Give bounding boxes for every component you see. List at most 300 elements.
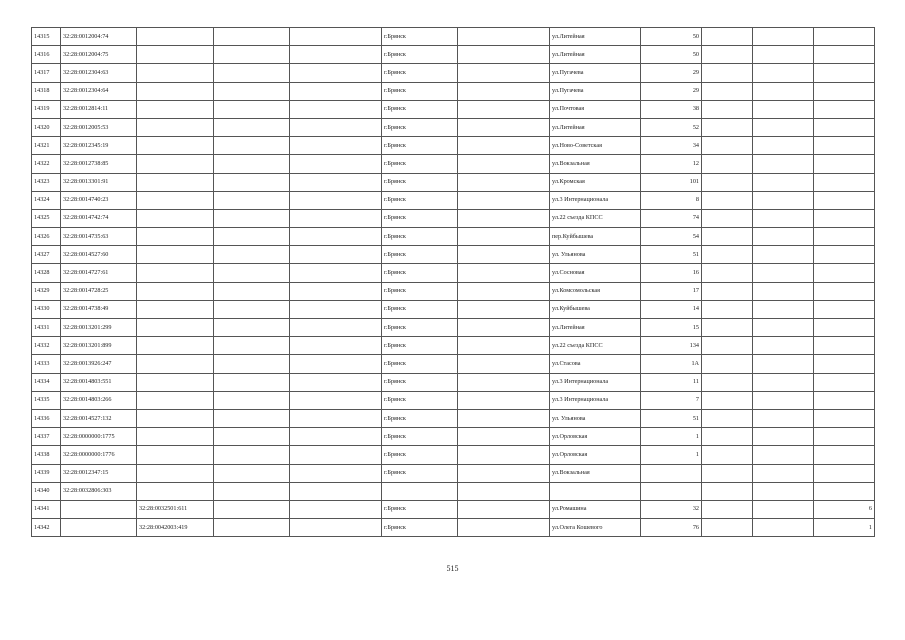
- cell-empty: [702, 155, 753, 173]
- cell-extra: [814, 228, 875, 246]
- cell-city: г.Брянск: [382, 282, 458, 300]
- cell-n: 14340: [32, 482, 61, 500]
- cell-empty: [214, 300, 290, 318]
- table-row: [32, 64, 875, 82]
- cell-extra: [814, 118, 875, 136]
- cell-extra: [814, 209, 875, 227]
- cell-cad2: [137, 300, 214, 318]
- cell-street: ул.Вокзальная: [550, 155, 641, 173]
- cell-cad2: [137, 82, 214, 100]
- cell-empty: [753, 428, 814, 446]
- table-row: [32, 355, 875, 373]
- table-row: [32, 228, 875, 246]
- cell-empty: [290, 428, 382, 446]
- cell-extra: [814, 282, 875, 300]
- cell-n: 14337: [32, 428, 61, 446]
- table-row: [32, 46, 875, 64]
- cell-city: г.Брянск: [382, 355, 458, 373]
- cell-cad2: [137, 100, 214, 118]
- cell-empty: [458, 264, 550, 282]
- cell-street: ул. Ульянова: [550, 246, 641, 264]
- cell-cad2: [137, 209, 214, 227]
- cell-city: г.Брянск: [382, 428, 458, 446]
- cell-empty: [214, 337, 290, 355]
- cell-city: г.Брянск: [382, 46, 458, 64]
- cell-empty: [290, 191, 382, 209]
- cell-empty: [702, 482, 753, 500]
- cell-empty: [458, 228, 550, 246]
- cell-empty: [290, 337, 382, 355]
- table-row: [32, 82, 875, 100]
- cell-empty: [753, 391, 814, 409]
- cell-street: ул.Олега Кошевого: [550, 519, 641, 537]
- cell-house: 34: [641, 137, 702, 155]
- cell-empty: [290, 300, 382, 318]
- cell-n: 14328: [32, 264, 61, 282]
- cell-empty: [290, 64, 382, 82]
- cell-cad2: [137, 337, 214, 355]
- cell-empty: [702, 446, 753, 464]
- cell-empty: [458, 246, 550, 264]
- cell-empty: [458, 428, 550, 446]
- cell-street: ул.Сосновая: [550, 264, 641, 282]
- cell-empty: [753, 82, 814, 100]
- cell-street: ул.Стасова: [550, 355, 641, 373]
- cell-cad2: [137, 228, 214, 246]
- cell-city: г.Брянск: [382, 246, 458, 264]
- cell-street: ул.22 съезда КПСС: [550, 337, 641, 355]
- cell-extra: 6: [814, 500, 875, 518]
- cell-house: 17: [641, 282, 702, 300]
- cell-house: 1: [641, 428, 702, 446]
- cell-city: г.Брянск: [382, 391, 458, 409]
- cell-empty: [290, 282, 382, 300]
- registry-sheet: [31, 27, 875, 537]
- cell-extra: [814, 373, 875, 391]
- cell-empty: [290, 100, 382, 118]
- cell-empty: [290, 464, 382, 482]
- cell-street: ул.3 Интернационала: [550, 191, 641, 209]
- table-row: [32, 173, 875, 191]
- cell-cad2: [137, 409, 214, 427]
- cell-cad1: 32:28:0012004:74: [61, 28, 137, 46]
- cell-cad1: 32:28:0014803:266: [61, 391, 137, 409]
- cell-city: г.Брянск: [382, 209, 458, 227]
- cell-extra: [814, 391, 875, 409]
- cell-empty: [702, 464, 753, 482]
- cell-empty: [214, 264, 290, 282]
- cell-city: г.Брянск: [382, 118, 458, 136]
- table-row: [32, 428, 875, 446]
- cell-cad2: [137, 446, 214, 464]
- cell-empty: [214, 118, 290, 136]
- table-row: [32, 373, 875, 391]
- cell-empty: [753, 409, 814, 427]
- cell-empty: [702, 64, 753, 82]
- table-row: [32, 191, 875, 209]
- table-row: [32, 500, 875, 518]
- cell-empty: [458, 500, 550, 518]
- cell-empty: [214, 355, 290, 373]
- cell-empty: [290, 228, 382, 246]
- cell-street: ул.Комсомольская: [550, 282, 641, 300]
- cell-city: г.Брянск: [382, 337, 458, 355]
- cell-empty: [458, 519, 550, 537]
- cell-house: 11: [641, 373, 702, 391]
- cell-cad1: 32:28:0014727:61: [61, 264, 137, 282]
- cell-house: 50: [641, 28, 702, 46]
- cell-empty: [458, 155, 550, 173]
- table-row: [32, 300, 875, 318]
- cell-house: 7: [641, 391, 702, 409]
- cell-empty: [290, 355, 382, 373]
- cell-street: ул.3 Интернационала: [550, 391, 641, 409]
- cell-cad1: 32:28:0014527:60: [61, 246, 137, 264]
- page-number: 515: [446, 564, 459, 573]
- table-row: [32, 464, 875, 482]
- cell-extra: [814, 337, 875, 355]
- cell-house: 51: [641, 409, 702, 427]
- cell-house: 51: [641, 246, 702, 264]
- cell-extra: [814, 46, 875, 64]
- cell-empty: [214, 228, 290, 246]
- cell-n: 14326: [32, 228, 61, 246]
- table-row: [32, 482, 875, 500]
- cell-extra: [814, 482, 875, 500]
- cell-empty: [702, 209, 753, 227]
- cell-empty: [753, 137, 814, 155]
- cell-street: ул.Пугачева: [550, 64, 641, 82]
- cell-n: 14323: [32, 173, 61, 191]
- cell-empty: [702, 391, 753, 409]
- cell-cad1: 32:28:0012005:53: [61, 118, 137, 136]
- cell-empty: [702, 191, 753, 209]
- cell-street: ул.Кромская: [550, 173, 641, 191]
- cell-extra: [814, 428, 875, 446]
- table-row: [32, 155, 875, 173]
- cell-empty: [214, 100, 290, 118]
- cell-empty: [290, 500, 382, 518]
- cell-empty: [702, 355, 753, 373]
- cell-empty: [702, 118, 753, 136]
- cell-cad1: 32:28:0000000:1776: [61, 446, 137, 464]
- cell-house: 50: [641, 46, 702, 64]
- cell-street: ул.Литейная: [550, 28, 641, 46]
- cell-street: ул.Литейная: [550, 118, 641, 136]
- cell-cad1: 32:28:0012304:64: [61, 82, 137, 100]
- cell-cad2: [137, 155, 214, 173]
- cell-empty: [753, 28, 814, 46]
- table-body: [32, 28, 875, 537]
- table-row: [32, 118, 875, 136]
- cell-house: 29: [641, 82, 702, 100]
- cell-empty: [753, 519, 814, 537]
- cell-house: [641, 464, 702, 482]
- cell-cad2: [137, 137, 214, 155]
- cell-empty: [702, 319, 753, 337]
- cell-n: 14331: [32, 319, 61, 337]
- cell-empty: [753, 319, 814, 337]
- cell-cad1: 32:28:0012304:63: [61, 64, 137, 82]
- cell-empty: [290, 264, 382, 282]
- cell-extra: [814, 264, 875, 282]
- cell-city: [382, 482, 458, 500]
- cell-empty: [702, 409, 753, 427]
- cell-empty: [702, 428, 753, 446]
- cell-empty: [214, 391, 290, 409]
- cell-empty: [753, 191, 814, 209]
- cell-n: 14336: [32, 409, 61, 427]
- cell-empty: [753, 282, 814, 300]
- cell-n: 14341: [32, 500, 61, 518]
- cell-house: 134: [641, 337, 702, 355]
- cell-cad2: [137, 28, 214, 46]
- cell-house: [641, 482, 702, 500]
- cell-n: 14325: [32, 209, 61, 227]
- cell-extra: 1: [814, 519, 875, 537]
- cell-cad1: 32:28:0012347:15: [61, 464, 137, 482]
- cell-cad1: [61, 500, 137, 518]
- cell-extra: [814, 446, 875, 464]
- cell-street: ул.Ново-Советская: [550, 137, 641, 155]
- cell-n: 14334: [32, 373, 61, 391]
- cell-street: ул. Ульянова: [550, 409, 641, 427]
- cell-extra: [814, 100, 875, 118]
- cell-extra: [814, 409, 875, 427]
- table-row: [32, 246, 875, 264]
- cell-city: г.Брянск: [382, 446, 458, 464]
- cell-empty: [290, 82, 382, 100]
- cell-city: г.Брянск: [382, 500, 458, 518]
- table-row: [32, 209, 875, 227]
- cell-empty: [753, 64, 814, 82]
- cell-empty: [458, 100, 550, 118]
- cell-cad2: [137, 464, 214, 482]
- cell-empty: [458, 28, 550, 46]
- cell-empty: [458, 391, 550, 409]
- cell-empty: [290, 409, 382, 427]
- cell-empty: [290, 482, 382, 500]
- cell-n: 14339: [32, 464, 61, 482]
- cell-empty: [702, 246, 753, 264]
- cell-extra: [814, 155, 875, 173]
- cell-house: 32: [641, 500, 702, 518]
- cell-empty: [214, 173, 290, 191]
- table-row: [32, 264, 875, 282]
- cell-cad1: 32:28:0014738:49: [61, 300, 137, 318]
- cell-empty: [214, 428, 290, 446]
- table-row: [32, 282, 875, 300]
- cell-cad2: [137, 319, 214, 337]
- cell-empty: [702, 28, 753, 46]
- cell-city: г.Брянск: [382, 264, 458, 282]
- cell-house: 29: [641, 64, 702, 82]
- cell-street: ул.Почтовая: [550, 100, 641, 118]
- cell-house: 1А: [641, 355, 702, 373]
- cell-empty: [290, 137, 382, 155]
- cell-empty: [290, 209, 382, 227]
- cell-empty: [702, 264, 753, 282]
- cell-empty: [458, 319, 550, 337]
- cell-empty: [702, 373, 753, 391]
- cell-cad1: 32:28:0014803:551: [61, 373, 137, 391]
- cell-extra: [814, 64, 875, 82]
- cell-street: ул.3 Интернационала: [550, 373, 641, 391]
- cell-extra: [814, 355, 875, 373]
- cell-empty: [214, 137, 290, 155]
- cell-n: 14316: [32, 46, 61, 64]
- cell-cad1: 32:28:0012814:11: [61, 100, 137, 118]
- cell-empty: [702, 519, 753, 537]
- cell-cad1: 32:28:0000000:1775: [61, 428, 137, 446]
- cell-extra: [814, 191, 875, 209]
- cell-cad2: 32:28:0032501:611: [137, 500, 214, 518]
- cell-street: ул.Ромашина: [550, 500, 641, 518]
- cell-empty: [753, 355, 814, 373]
- cell-city: г.Брянск: [382, 409, 458, 427]
- cell-house: 38: [641, 100, 702, 118]
- cell-empty: [458, 137, 550, 155]
- cell-n: 14329: [32, 282, 61, 300]
- cell-city: г.Брянск: [382, 137, 458, 155]
- cell-n: 14315: [32, 28, 61, 46]
- cell-n: 14321: [32, 137, 61, 155]
- cell-n: 14330: [32, 300, 61, 318]
- cell-empty: [458, 46, 550, 64]
- table-row: [32, 319, 875, 337]
- cell-house: 14: [641, 300, 702, 318]
- cell-empty: [290, 118, 382, 136]
- cell-empty: [702, 137, 753, 155]
- cell-street: ул.Пугачева: [550, 82, 641, 100]
- cell-n: 14342: [32, 519, 61, 537]
- cell-empty: [214, 155, 290, 173]
- cell-empty: [458, 300, 550, 318]
- cell-empty: [458, 464, 550, 482]
- table-row: [32, 28, 875, 46]
- cell-cad1: 32:28:0014740:23: [61, 191, 137, 209]
- cell-empty: [458, 209, 550, 227]
- cell-empty: [458, 409, 550, 427]
- cell-empty: [214, 409, 290, 427]
- cell-cad1: 32:28:0013926:247: [61, 355, 137, 373]
- cell-empty: [753, 264, 814, 282]
- cell-empty: [214, 82, 290, 100]
- cell-city: г.Брянск: [382, 464, 458, 482]
- cell-empty: [214, 191, 290, 209]
- table-row: [32, 409, 875, 427]
- cell-cad2: [137, 428, 214, 446]
- cell-house: 1: [641, 446, 702, 464]
- cell-empty: [214, 464, 290, 482]
- cell-city: г.Брянск: [382, 319, 458, 337]
- cell-n: 14320: [32, 118, 61, 136]
- cell-n: 14338: [32, 446, 61, 464]
- cell-empty: [753, 209, 814, 227]
- cell-city: г.Брянск: [382, 519, 458, 537]
- cell-extra: [814, 319, 875, 337]
- cell-empty: [290, 519, 382, 537]
- cell-city: г.Брянск: [382, 228, 458, 246]
- cell-empty: [214, 282, 290, 300]
- cell-cad1: 32:28:0013201:899: [61, 337, 137, 355]
- cell-cad2: [137, 391, 214, 409]
- cell-empty: [290, 246, 382, 264]
- cell-cad1: 32:28:0014742:74: [61, 209, 137, 227]
- cell-n: 14333: [32, 355, 61, 373]
- cell-cad2: [137, 482, 214, 500]
- cell-empty: [753, 300, 814, 318]
- cell-house: 52: [641, 118, 702, 136]
- cell-empty: [753, 118, 814, 136]
- cell-empty: [214, 482, 290, 500]
- cell-city: г.Брянск: [382, 28, 458, 46]
- cell-cad2: [137, 64, 214, 82]
- cell-house: 74: [641, 209, 702, 227]
- cell-city: г.Брянск: [382, 300, 458, 318]
- cell-empty: [214, 373, 290, 391]
- cell-empty: [214, 46, 290, 64]
- cell-extra: [814, 28, 875, 46]
- cell-n: 14332: [32, 337, 61, 355]
- cell-cad2: [137, 373, 214, 391]
- cell-street: ул.Литейная: [550, 319, 641, 337]
- cell-city: г.Брянск: [382, 155, 458, 173]
- cell-cad2: [137, 118, 214, 136]
- cell-city: г.Брянск: [382, 373, 458, 391]
- cell-empty: [214, 246, 290, 264]
- cell-empty: [214, 209, 290, 227]
- cell-empty: [753, 173, 814, 191]
- cell-empty: [702, 173, 753, 191]
- cell-empty: [753, 246, 814, 264]
- cell-n: 14317: [32, 64, 61, 82]
- cell-street: ул.Орловская: [550, 446, 641, 464]
- cell-empty: [753, 46, 814, 64]
- cell-cad2: [137, 46, 214, 64]
- cell-house: 12: [641, 155, 702, 173]
- cell-empty: [702, 228, 753, 246]
- cell-empty: [214, 500, 290, 518]
- cell-empty: [702, 300, 753, 318]
- cell-cad2: [137, 191, 214, 209]
- cell-cad2: [137, 264, 214, 282]
- cell-empty: [214, 519, 290, 537]
- cell-n: 14318: [32, 82, 61, 100]
- cell-n: 14319: [32, 100, 61, 118]
- cell-empty: [702, 82, 753, 100]
- table-row: [32, 519, 875, 537]
- cell-extra: [814, 173, 875, 191]
- cell-empty: [290, 173, 382, 191]
- cell-city: г.Брянск: [382, 191, 458, 209]
- cell-cad2: [137, 173, 214, 191]
- cell-empty: [290, 446, 382, 464]
- cell-street: ул.22 съезда КПСС: [550, 209, 641, 227]
- cell-empty: [702, 282, 753, 300]
- cell-house: 16: [641, 264, 702, 282]
- cell-cad1: 32:28:0032806:303: [61, 482, 137, 500]
- cell-cad1: 32:28:0012738:85: [61, 155, 137, 173]
- cell-cad1: 32:28:0014728:25: [61, 282, 137, 300]
- cell-empty: [702, 337, 753, 355]
- cell-street: ул.Орловская: [550, 428, 641, 446]
- cell-house: 15: [641, 319, 702, 337]
- cell-empty: [702, 100, 753, 118]
- cell-cad2: [137, 282, 214, 300]
- cell-extra: [814, 246, 875, 264]
- cell-empty: [458, 118, 550, 136]
